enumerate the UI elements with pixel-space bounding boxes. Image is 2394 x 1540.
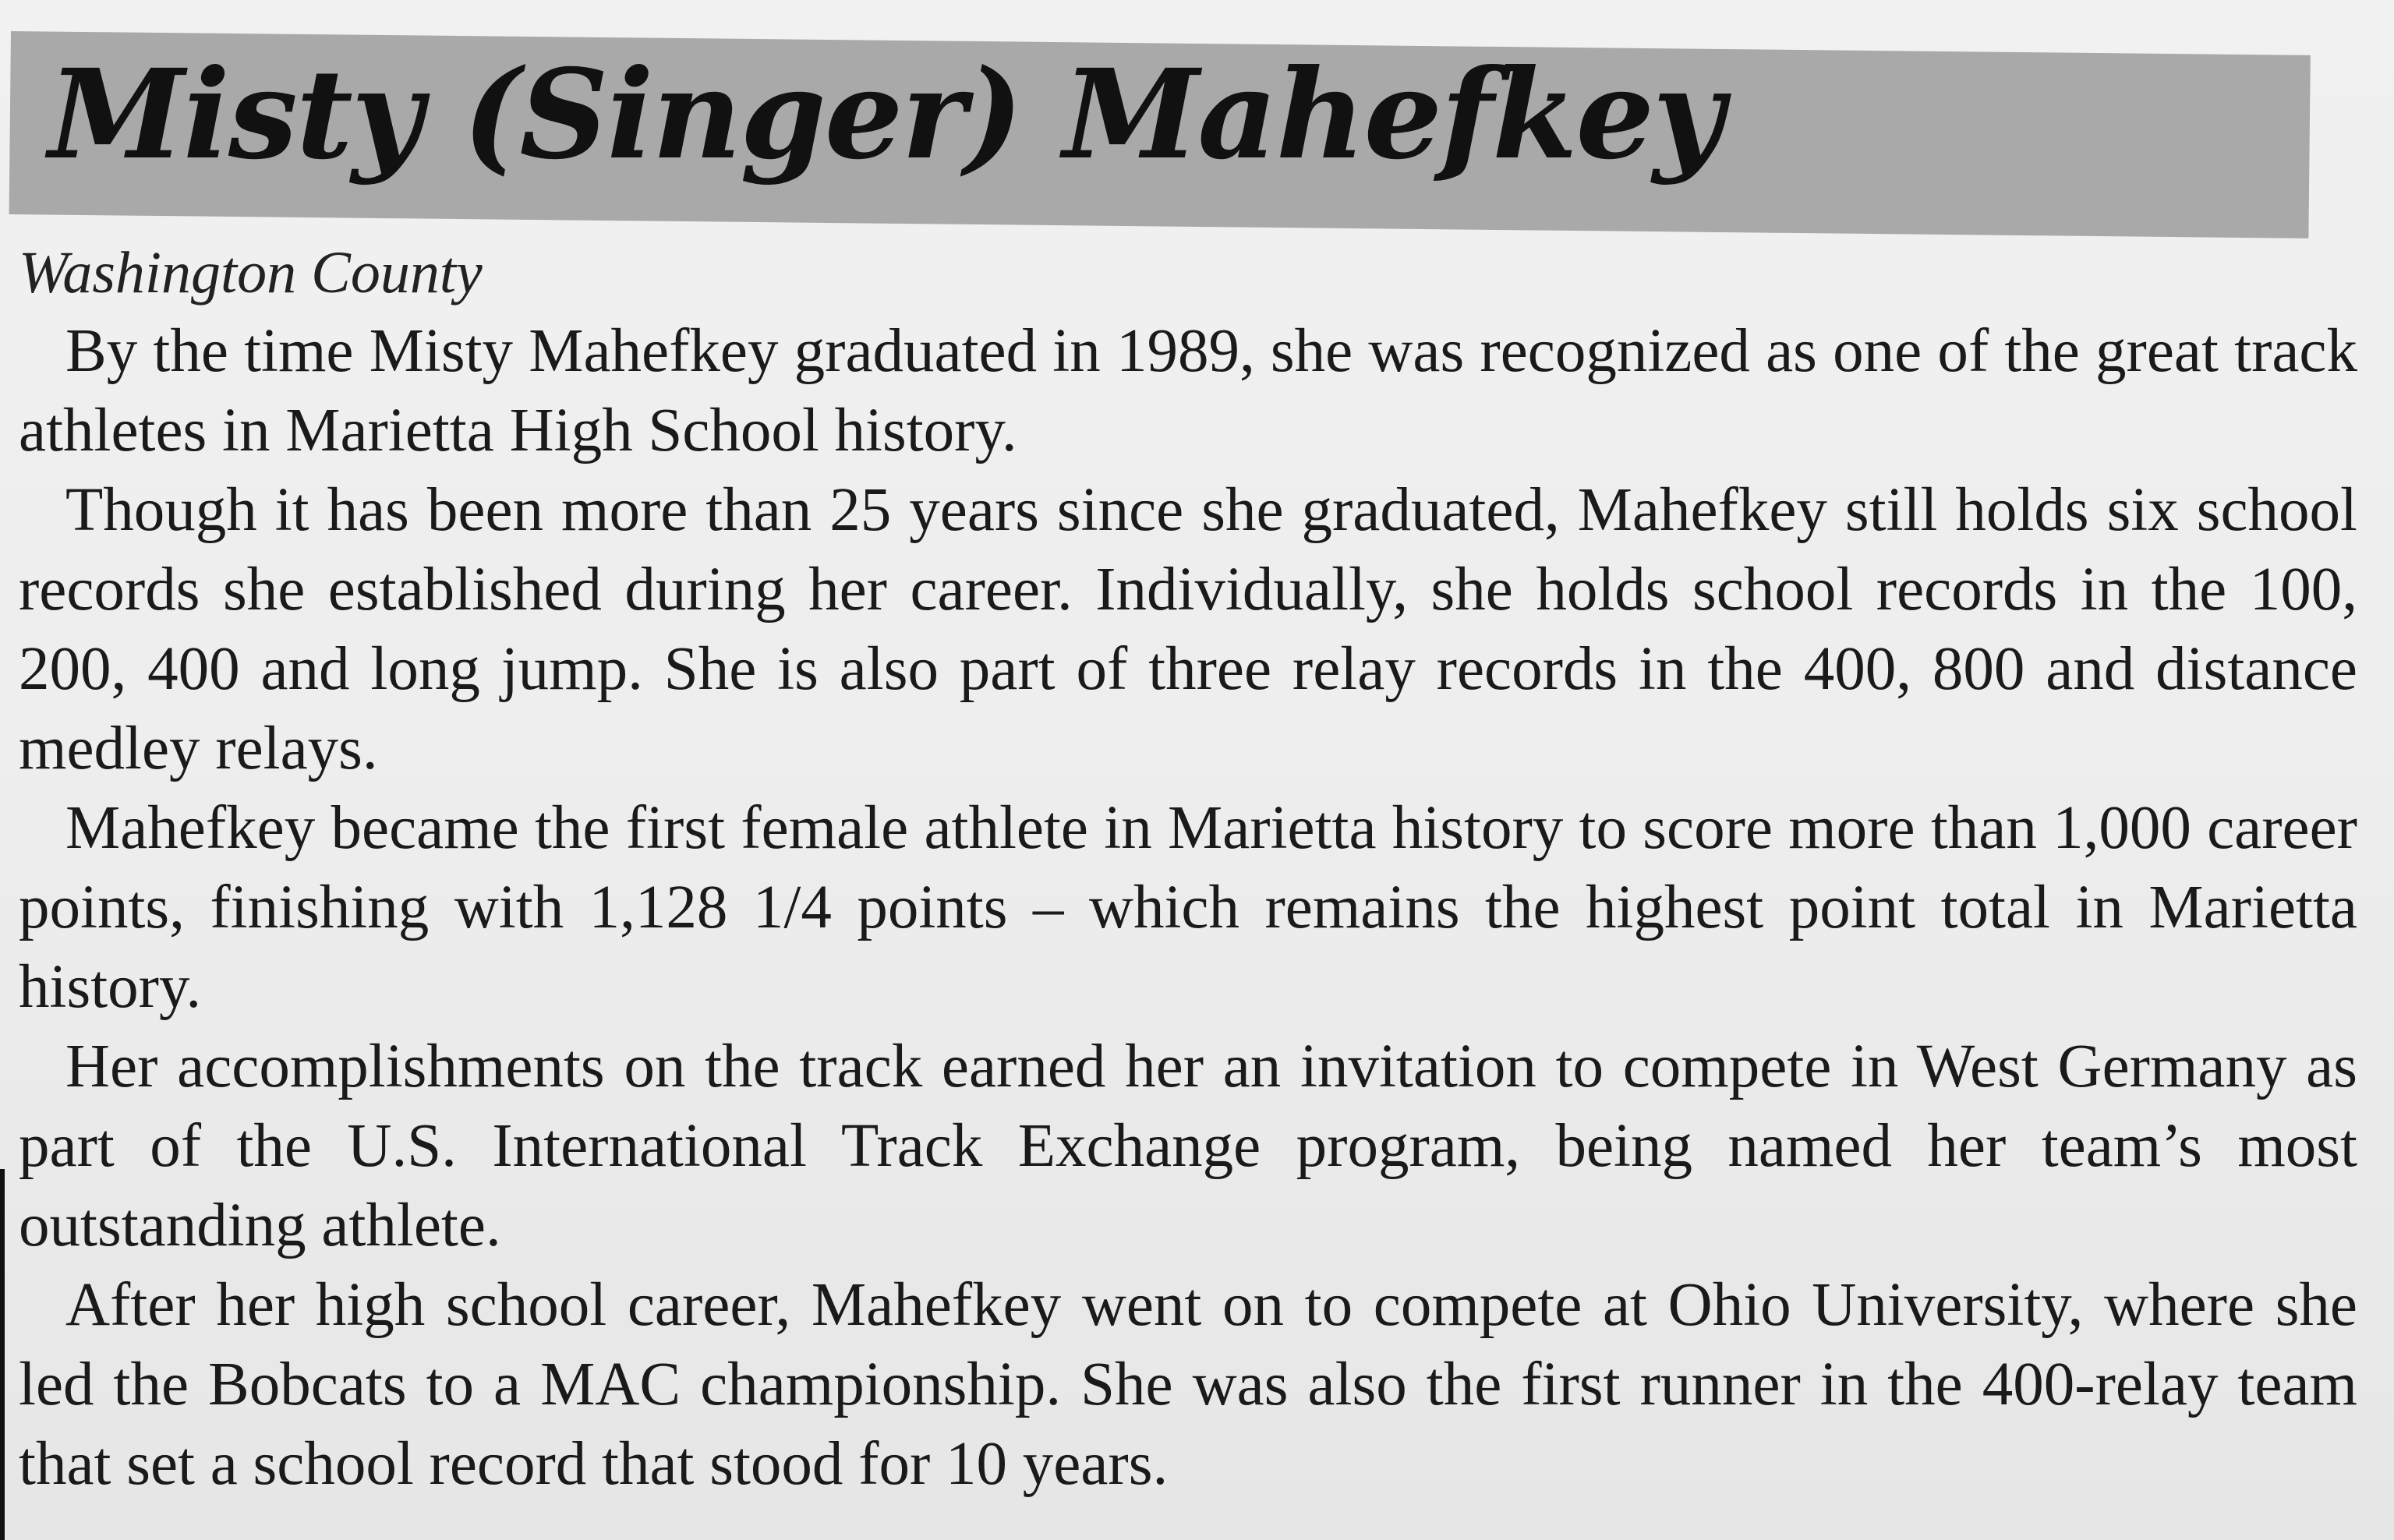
article-body — [19, 234, 2357, 1528]
page-title: Misty (Singer) Mahefkey — [48, 43, 1723, 187]
paragraph: After her high school career, Mahefkey went on to compete at Ohio University, where she led the Bobcats to a MAC championship. She was also the first runner in the 400-relay team that set a school record that stood for 10 years. — [19, 1271, 2357, 1498]
paragraph: By the time Misty Mahefkey graduated in 1989, she was recognized as one of the great track athletes in Marietta High School history. — [19, 317, 2357, 464]
paragraph: Mahefkey became the first female athlete in Marietta history to score more than 1,000 career points, finishing with 1,128 1/4 points – which remains the highest point total in Marietta history. — [19, 794, 2357, 1021]
paragraph: Though it has been more than 25 years since she graduated, Mahefkey still holds six school records she established during her career. Individually, she holds school records in the 100, 200, 400 and long jump. She is also part of three relay records in the 400, 800 and distance medley relays. — [19, 476, 2357, 782]
page-edge-shadow — [0, 1169, 5, 1540]
county-label: Washington County — [19, 240, 483, 306]
paragraph: Her accomplishments on the track earned her an invitation to compete in West Germany as part of the U.S. International Track Exchange program, being named her team’s most outstanding athlete. — [19, 1033, 2357, 1259]
